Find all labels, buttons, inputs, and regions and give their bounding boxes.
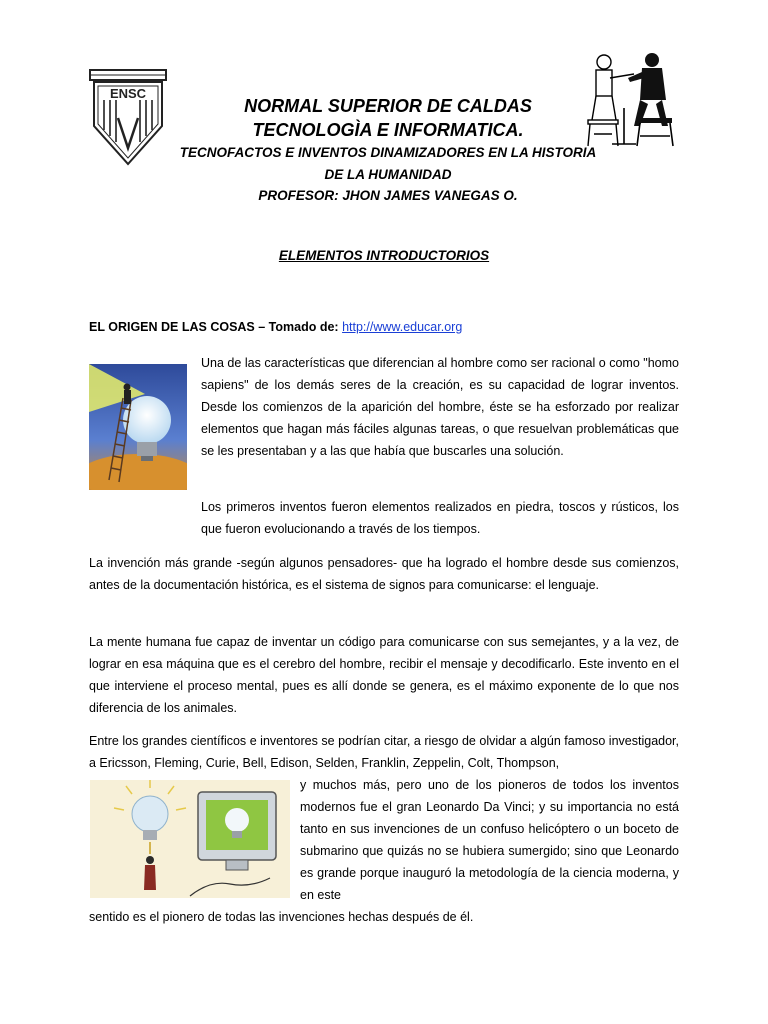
document-header — [150, 94, 626, 206]
paragraph-3: La invención más grande -según algunos pensadores- que ha logrado el hombre desde sus comienzos, antes de la documentación histórica, es el sistema de signos para comunicarse: el lenguaje. — [89, 556, 679, 592]
professor-name: PROFESOR: JHON JAMES VANEGAS O. — [258, 188, 518, 203]
school-name: NORMAL SUPERIOR DE CALDAS — [244, 96, 532, 116]
section-title: ELEMENTOS INTRODUCTORIOS — [278, 248, 490, 263]
lightbulb-ladder-image — [89, 364, 187, 490]
document-title-line-1: TECNOFACTOS E INVENTOS DINAMIZADORES EN LA HISTORIA — [179, 145, 597, 160]
paragraph-5-end: sentido es el pionero de todas las invenciones hechas después de él. — [89, 910, 474, 924]
document-title-line-2: DE LA HUMANIDAD — [324, 167, 452, 182]
lightbulb-monitor-image — [90, 780, 290, 898]
paragraph-5-wrapped: y muchos más, pero uno de los pioneros de todos los inventos modernos fue el gran Leonardo Da Vinci; y su importancia no está tanto en sus invenciones de un confuso helicóptero o un boceto de submarino que quizás no se hubiera sumergido; sino que Leonardo es grande porque inauguró la metodología de la ciencia moderna, y en este — [300, 778, 679, 902]
paragraph-2: Los primeros inventos fueron elementos realizados en piedra, toscos y rústicos, los que fueron evolucionando a través de los tiempos. — [201, 500, 679, 536]
source-line — [89, 320, 462, 334]
subject-name: TECNOLOGÌA E INFORMATICA. — [252, 120, 524, 140]
source-link[interactable]: http://www.educar.org — [342, 320, 463, 334]
svg-text:ENSC: ENSC — [109, 86, 147, 101]
paragraph-1: Una de las características que diferencian al hombre como ser racional o como "homo sapiens" de los demás seres de la creación, es su capacidad de lograr inventos. Desde los comienzos de la aparición del hombre, éste se ha esforzado por realizar elementos que hagan más fáciles algunas tareas, o que resuelvan problemáticas que se les presentaban y a las que había que buscarles una solución. — [201, 356, 679, 458]
source-taken-from: Tomado de: — [268, 320, 339, 334]
source-heading: EL ORIGEN DE LAS COSAS — [89, 320, 255, 334]
paragraph-5-start: Entre los grandes científicos e inventores se podrían citar, a riesgo de olvidar a algún famoso investigador, a Ericsson, Fleming, Curie, Bell, Edison, Selden, Franklin, Zeppelin, Colt, Thompson, — [89, 734, 679, 770]
paragraph-4: La mente humana fue capaz de inventar un código para comunicarse con sus semejantes, y a la vez, de lograr en esa máquina que es el cerebro del hombre, recibir el mensaje y decodificarlo. Este invento en el que interviene el proceso mental, pues es allí donde se genera, es el máximo exponente de lo que nos diferencia de los animales. — [89, 635, 679, 715]
source-dash: – — [254, 320, 269, 334]
